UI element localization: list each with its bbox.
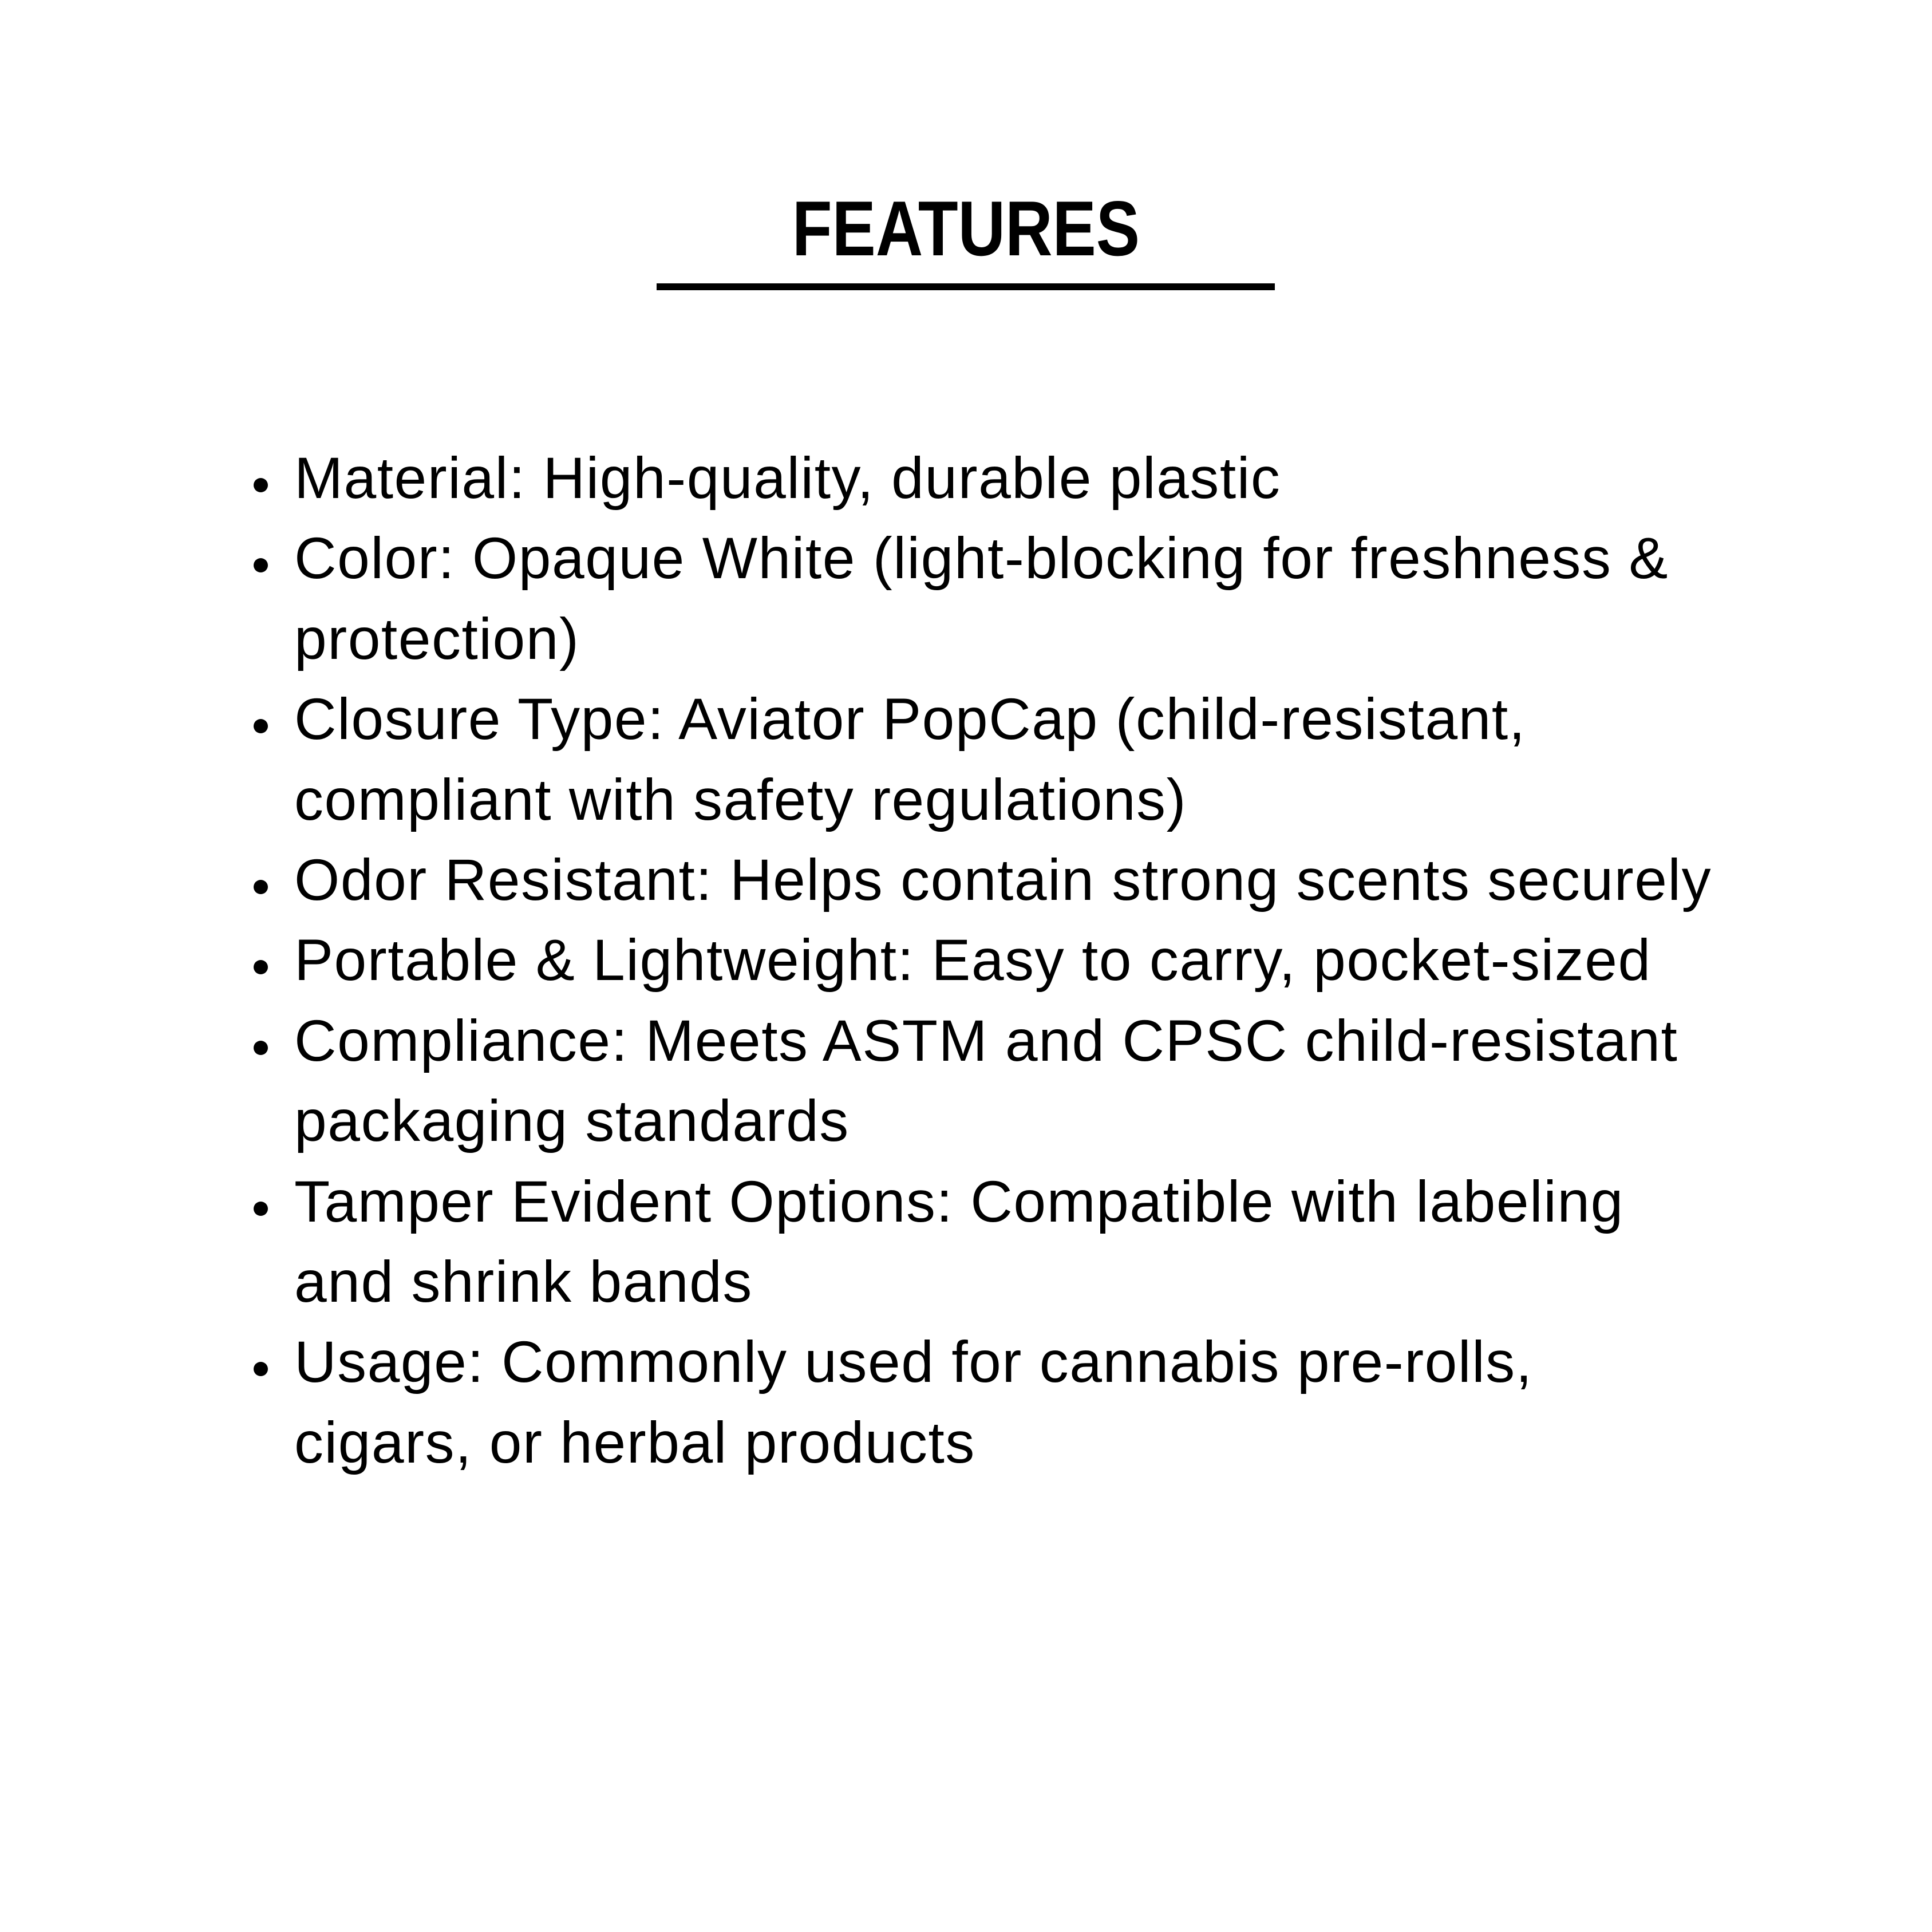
- feature-item-odor-resistant: [0, 840, 1932, 920]
- feature-item-portable-lightweight: [0, 920, 1932, 1000]
- bullet-icon: [254, 719, 268, 733]
- feature-line: Material: High-quality, durable plastic: [294, 445, 1281, 511]
- feature-line: Closure Type: Aviator PopCap (child-resistant,: [294, 686, 1526, 752]
- feature-item-color: [0, 518, 1932, 679]
- page-title: FEATURES: [792, 185, 1140, 272]
- feature-line: Usage: Commonly used for cannabis pre-rolls,: [294, 1329, 1533, 1395]
- bullet-icon: [254, 478, 268, 492]
- feature-line-continuation: protection): [294, 606, 580, 671]
- feature-item-usage: [0, 1322, 1932, 1483]
- feature-item-tamper-evident: [0, 1161, 1932, 1322]
- feature-line-continuation: cigars, or herbal products: [294, 1409, 975, 1475]
- feature-line: Tamper Evident Options: Compatible with labeling: [294, 1168, 1624, 1234]
- bullet-icon: [254, 880, 268, 894]
- feature-line-continuation: compliant with safety regulations): [294, 767, 1187, 832]
- feature-line-continuation: and shrink bands: [294, 1249, 753, 1314]
- bullet-icon: [254, 1202, 268, 1216]
- feature-item-material: [0, 438, 1932, 518]
- feature-line: Color: Opaque White (light-blocking for freshness &: [294, 526, 1669, 591]
- bullet-icon: [254, 1041, 268, 1055]
- title-underline: [657, 283, 1275, 290]
- feature-item-closure-type: [0, 679, 1932, 840]
- feature-item-compliance: [0, 1001, 1932, 1161]
- feature-line: Portable & Lightweight: Easy to carry, pocket-sized: [294, 927, 1652, 993]
- features-list: [0, 438, 1932, 1483]
- title-container: [0, 185, 1932, 272]
- feature-line-continuation: packaging standards: [294, 1088, 850, 1154]
- feature-line: Odor Resistant: Helps contain strong scents securely: [294, 847, 1712, 912]
- feature-line: Compliance: Meets ASTM and CPSC child-resistant: [294, 1008, 1678, 1073]
